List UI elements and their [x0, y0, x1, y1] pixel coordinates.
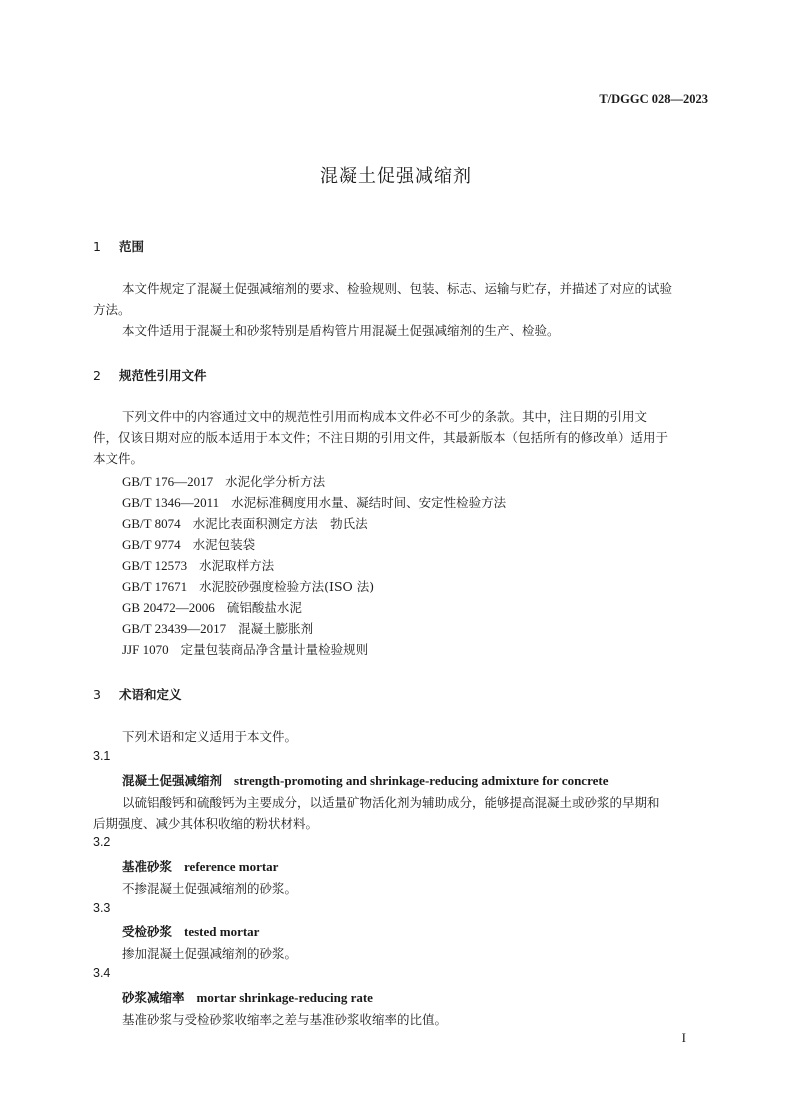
reference-code: GB/T 17671 [122, 579, 188, 594]
reference-title: 硫铝酸盐水泥 [226, 600, 302, 615]
reference-item [122, 514, 368, 532]
reference-code: GB/T 8074 [122, 516, 181, 531]
paragraph: 件，仅该日期对应的版本适用于本文件；不注日期的引用文件，其最新版本（包括所有的修改单）适用于 [93, 430, 669, 445]
reference-title: 混凝土膨胀剂 [238, 621, 314, 636]
section-number: 1 [93, 239, 101, 254]
reference-code: GB/T 1346—2011 [122, 495, 220, 510]
paragraph: 本文件。 [93, 451, 144, 466]
term-entry [122, 988, 373, 1006]
section-title: 规范性引用文件 [119, 368, 207, 383]
term-zh: 基准砂浆 [122, 859, 173, 874]
reference-item [122, 472, 325, 490]
term-en: mortar shrinkage-reducing rate [196, 990, 373, 1005]
term-definition: 以硫铝酸钙和硫酸钙为主要成分，以适量矿物活化剂为辅助成分，能够提高混凝土或砂浆的早期和 [122, 795, 660, 810]
reference-item [122, 493, 506, 511]
term-entry [122, 922, 259, 940]
reference-code: GB/T 176—2017 [122, 474, 214, 489]
reference-item [122, 556, 274, 574]
page-title: 混凝土促强减缩剂 [320, 166, 472, 187]
paragraph: 方法。 [93, 302, 131, 317]
reference-title: 水泥化学分析方法 [225, 474, 326, 489]
reference-code: GB/T 23439—2017 [122, 621, 227, 636]
reference-title: 定量包装商品净含量计量检验规则 [180, 642, 369, 657]
term-en: tested mortar [184, 924, 260, 939]
term-entry [122, 771, 608, 789]
term-zh: 混凝土促强减缩剂 [122, 773, 223, 788]
term-entry [122, 857, 278, 875]
page-number: I [681, 1030, 686, 1045]
paragraph: 本文件适用于混凝土和砂浆特别是盾构管片用混凝土促强减缩剂的生产、检验。 [122, 323, 560, 338]
term-en: reference mortar [184, 859, 279, 874]
reference-item [122, 535, 255, 553]
reference-title: 水泥标准稠度用水量、凝结时间、安定性检验方法 [231, 495, 507, 510]
reference-title: 水泥取样方法 [199, 558, 275, 573]
section-title: 范围 [119, 239, 145, 254]
term-number: 3.2 [93, 835, 111, 849]
term-definition: 基准砂浆与受检砂浆收缩率之差与基准砂浆收缩率的比值。 [122, 1012, 448, 1027]
term-definition: 后期强度、减少其体积收缩的粉状材料。 [93, 816, 319, 831]
term-zh: 砂浆减缩率 [122, 990, 185, 1005]
reference-item [122, 640, 368, 658]
paragraph: 本文件规定了混凝土促强减缩剂的要求、检验规则、包装、标志、运输与贮存，并描述了对应的试验 [122, 281, 673, 296]
reference-item [122, 577, 374, 595]
paragraph: 下列术语和定义适用于本文件。 [122, 729, 298, 744]
reference-item [122, 598, 302, 616]
section-number: 3 [93, 687, 101, 702]
term-definition: 不掺混凝土促强减缩剂的砂浆。 [122, 881, 298, 896]
reference-code: GB/T 12573 [122, 558, 188, 573]
reference-title: 水泥包装袋 [192, 537, 256, 552]
term-en: strength-promoting and shrinkage-reducing admixture for concrete [234, 773, 609, 788]
term-number: 3.3 [93, 901, 111, 915]
term-definition: 掺加混凝土促强减缩剂的砂浆。 [122, 946, 298, 961]
section-number: 2 [93, 368, 101, 383]
term-number: 3.4 [93, 966, 111, 980]
reference-item [122, 619, 313, 637]
reference-code: GB/T 9774 [122, 537, 181, 552]
section-title: 术语和定义 [119, 687, 182, 702]
reference-code: JJF 1070 [122, 642, 169, 657]
section-2-heading [93, 366, 207, 384]
document-code: T/DGGC 028—2023 [599, 92, 708, 106]
term-number: 3.1 [93, 749, 111, 763]
reference-title: 水泥胶砂强度检验方法(ISO 法) [199, 579, 375, 594]
reference-code: GB 20472—2006 [122, 600, 215, 615]
section-3-heading [93, 685, 182, 703]
paragraph: 下列文件中的内容通过文中的规范性引用而构成本文件必不可少的条款。其中，注日期的引用文 [122, 409, 648, 424]
term-zh: 受检砂浆 [122, 924, 173, 939]
section-1-heading [93, 237, 144, 255]
reference-title: 水泥比表面积测定方法 勃氏法 [192, 516, 368, 531]
